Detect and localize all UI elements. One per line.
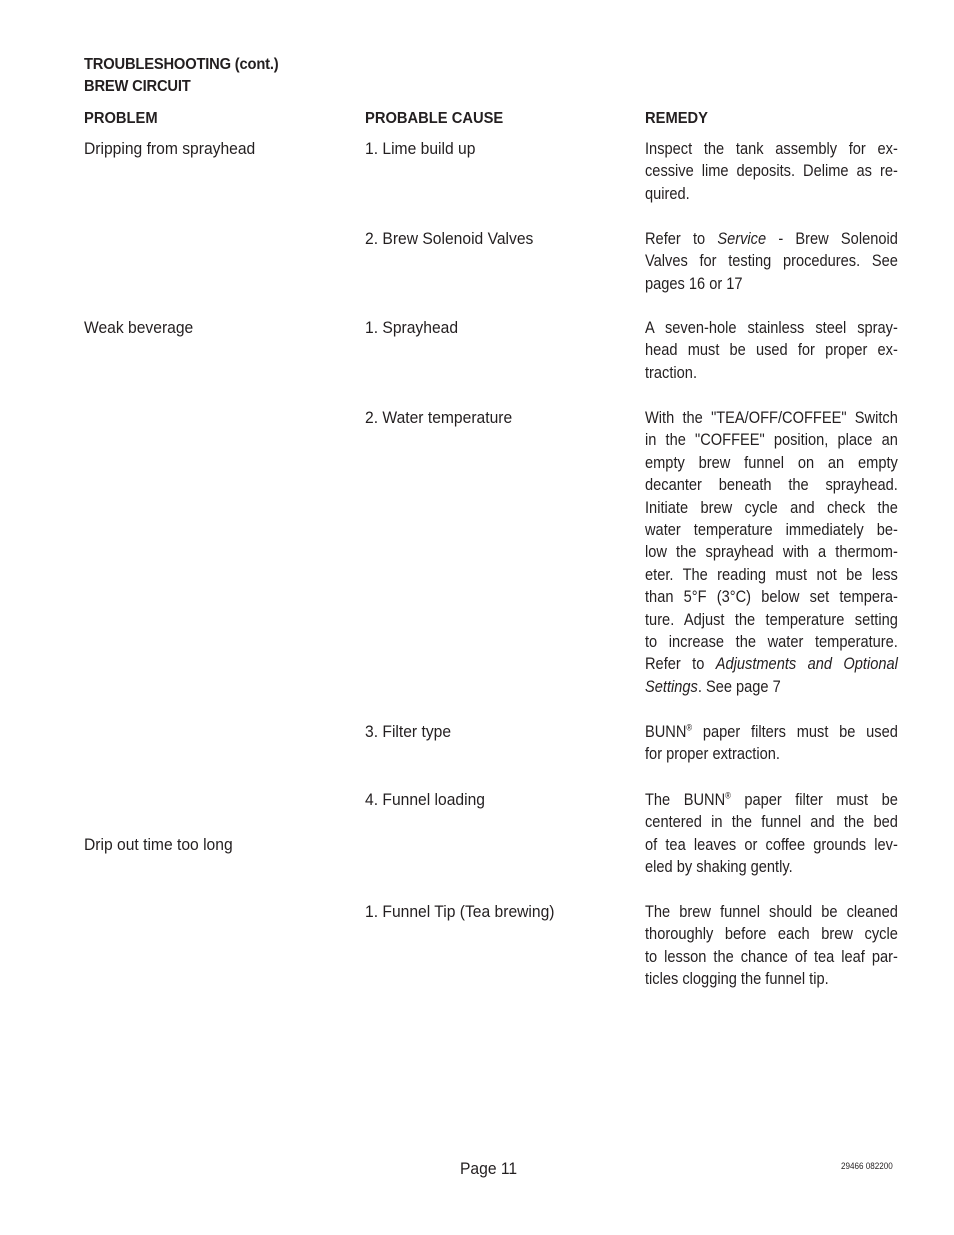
- remedy-line: head must be used for proper ex-: [645, 340, 898, 360]
- remedy-line: The BUNN® paper filter must be: [645, 790, 898, 809]
- remedy-line: With the "TEA/OFF/COFFEE" Switch: [645, 408, 898, 427]
- remedy-line: The brew funnel should be cleaned: [645, 902, 898, 921]
- remedy-line: to increase the water temperature.: [645, 631, 898, 651]
- remedy-line: pages 16 or 17: [645, 273, 743, 293]
- remedy-brew-solenoid-valves: [645, 228, 898, 295]
- cause-funnel-loading: 4. Funnel loading: [365, 790, 486, 809]
- remedy-line: of tea leaves or coffee grounds lev-: [645, 834, 898, 854]
- remedy-funnel-tip: [645, 901, 898, 991]
- column-header-probable-cause: PROBABLE CAUSE: [365, 110, 504, 127]
- cause-sprayhead: 1. Sprayhead: [365, 318, 459, 337]
- remedy-line: Inspect the tank assembly for ex-: [645, 139, 898, 158]
- remedy-funnel-loading: [645, 789, 898, 879]
- document-code: 29466 082200: [841, 1161, 893, 1171]
- remedy-line: ture. Adjust the temperature setting: [645, 609, 898, 629]
- registered-mark: ®: [686, 722, 693, 733]
- remedy-line: in the "COFFEE" position, place an: [645, 430, 898, 450]
- remedy-line: quired.: [645, 183, 690, 203]
- registered-mark: ®: [725, 790, 731, 801]
- problem-drip-out-time: Drip out time too long: [84, 835, 233, 854]
- remedy-line: thoroughly before each brew cycle: [645, 924, 898, 944]
- cause-lime-build-up: 1. Lime build up: [365, 139, 476, 158]
- cause-water-temperature: 2. Water temperature: [365, 408, 513, 427]
- remedy-filter-type: [645, 721, 898, 766]
- remedy-line: empty brew funnel on an empty: [645, 452, 898, 472]
- remedy-water-temperature: [645, 407, 898, 698]
- remedy-line: Refer to Adjustments and Optional: [645, 654, 898, 674]
- remedy-line: decanter beneath the sprayhead.: [645, 475, 898, 495]
- remedy-line: water temperature immediately be-: [645, 519, 898, 539]
- remedy-line: than 5°F (3°C) below set tempera-: [645, 587, 898, 607]
- cause-brew-solenoid-valves: 2. Brew Solenoid Valves: [365, 229, 534, 248]
- remedy-line: for proper extraction.: [645, 744, 780, 764]
- remedy-line: Initiate brew cycle and check the: [645, 497, 898, 517]
- page-number: Page 11: [460, 1159, 518, 1178]
- remedy-line: A seven-hole stainless steel spray-: [645, 318, 898, 337]
- column-header-problem: PROBLEM: [84, 110, 158, 127]
- problem-dripping: Dripping from sprayhead: [84, 139, 256, 158]
- section-subtitle: BREW CIRCUIT: [84, 78, 191, 95]
- problem-weak-beverage: Weak beverage: [84, 318, 194, 337]
- remedy-line: Settings. See page 7: [645, 676, 781, 696]
- cause-funnel-tip: 1. Funnel Tip (Tea brewing): [365, 902, 555, 921]
- column-header-remedy: REMEDY: [645, 110, 708, 127]
- remedy-sprayhead: [645, 317, 898, 384]
- remedy-line: centered in the funnel and the bed: [645, 812, 898, 832]
- remedy-line: low the sprayhead with a thermom-: [645, 542, 898, 562]
- remedy-line: Valves for testing procedures. See: [645, 251, 898, 271]
- remedy-line: cessive lime deposits. Delime as re-: [645, 161, 898, 181]
- section-title: TROUBLESHOOTING (cont.): [84, 56, 279, 73]
- remedy-line: eter. The reading must not be less: [645, 564, 898, 584]
- remedy-lime-build-up: [645, 138, 898, 205]
- remedy-line: eled by shaking gently.: [645, 857, 793, 877]
- remedy-line: Refer to Service - Brew Solenoid: [645, 229, 898, 248]
- cause-filter-type: 3. Filter type: [365, 722, 452, 741]
- remedy-line: to lesson the chance of tea leaf par-: [645, 946, 898, 966]
- remedy-line: BUNN® paper filters must be used: [645, 722, 898, 741]
- remedy-line: ticles clogging the funnel tip.: [645, 969, 829, 989]
- remedy-line: traction.: [645, 362, 698, 382]
